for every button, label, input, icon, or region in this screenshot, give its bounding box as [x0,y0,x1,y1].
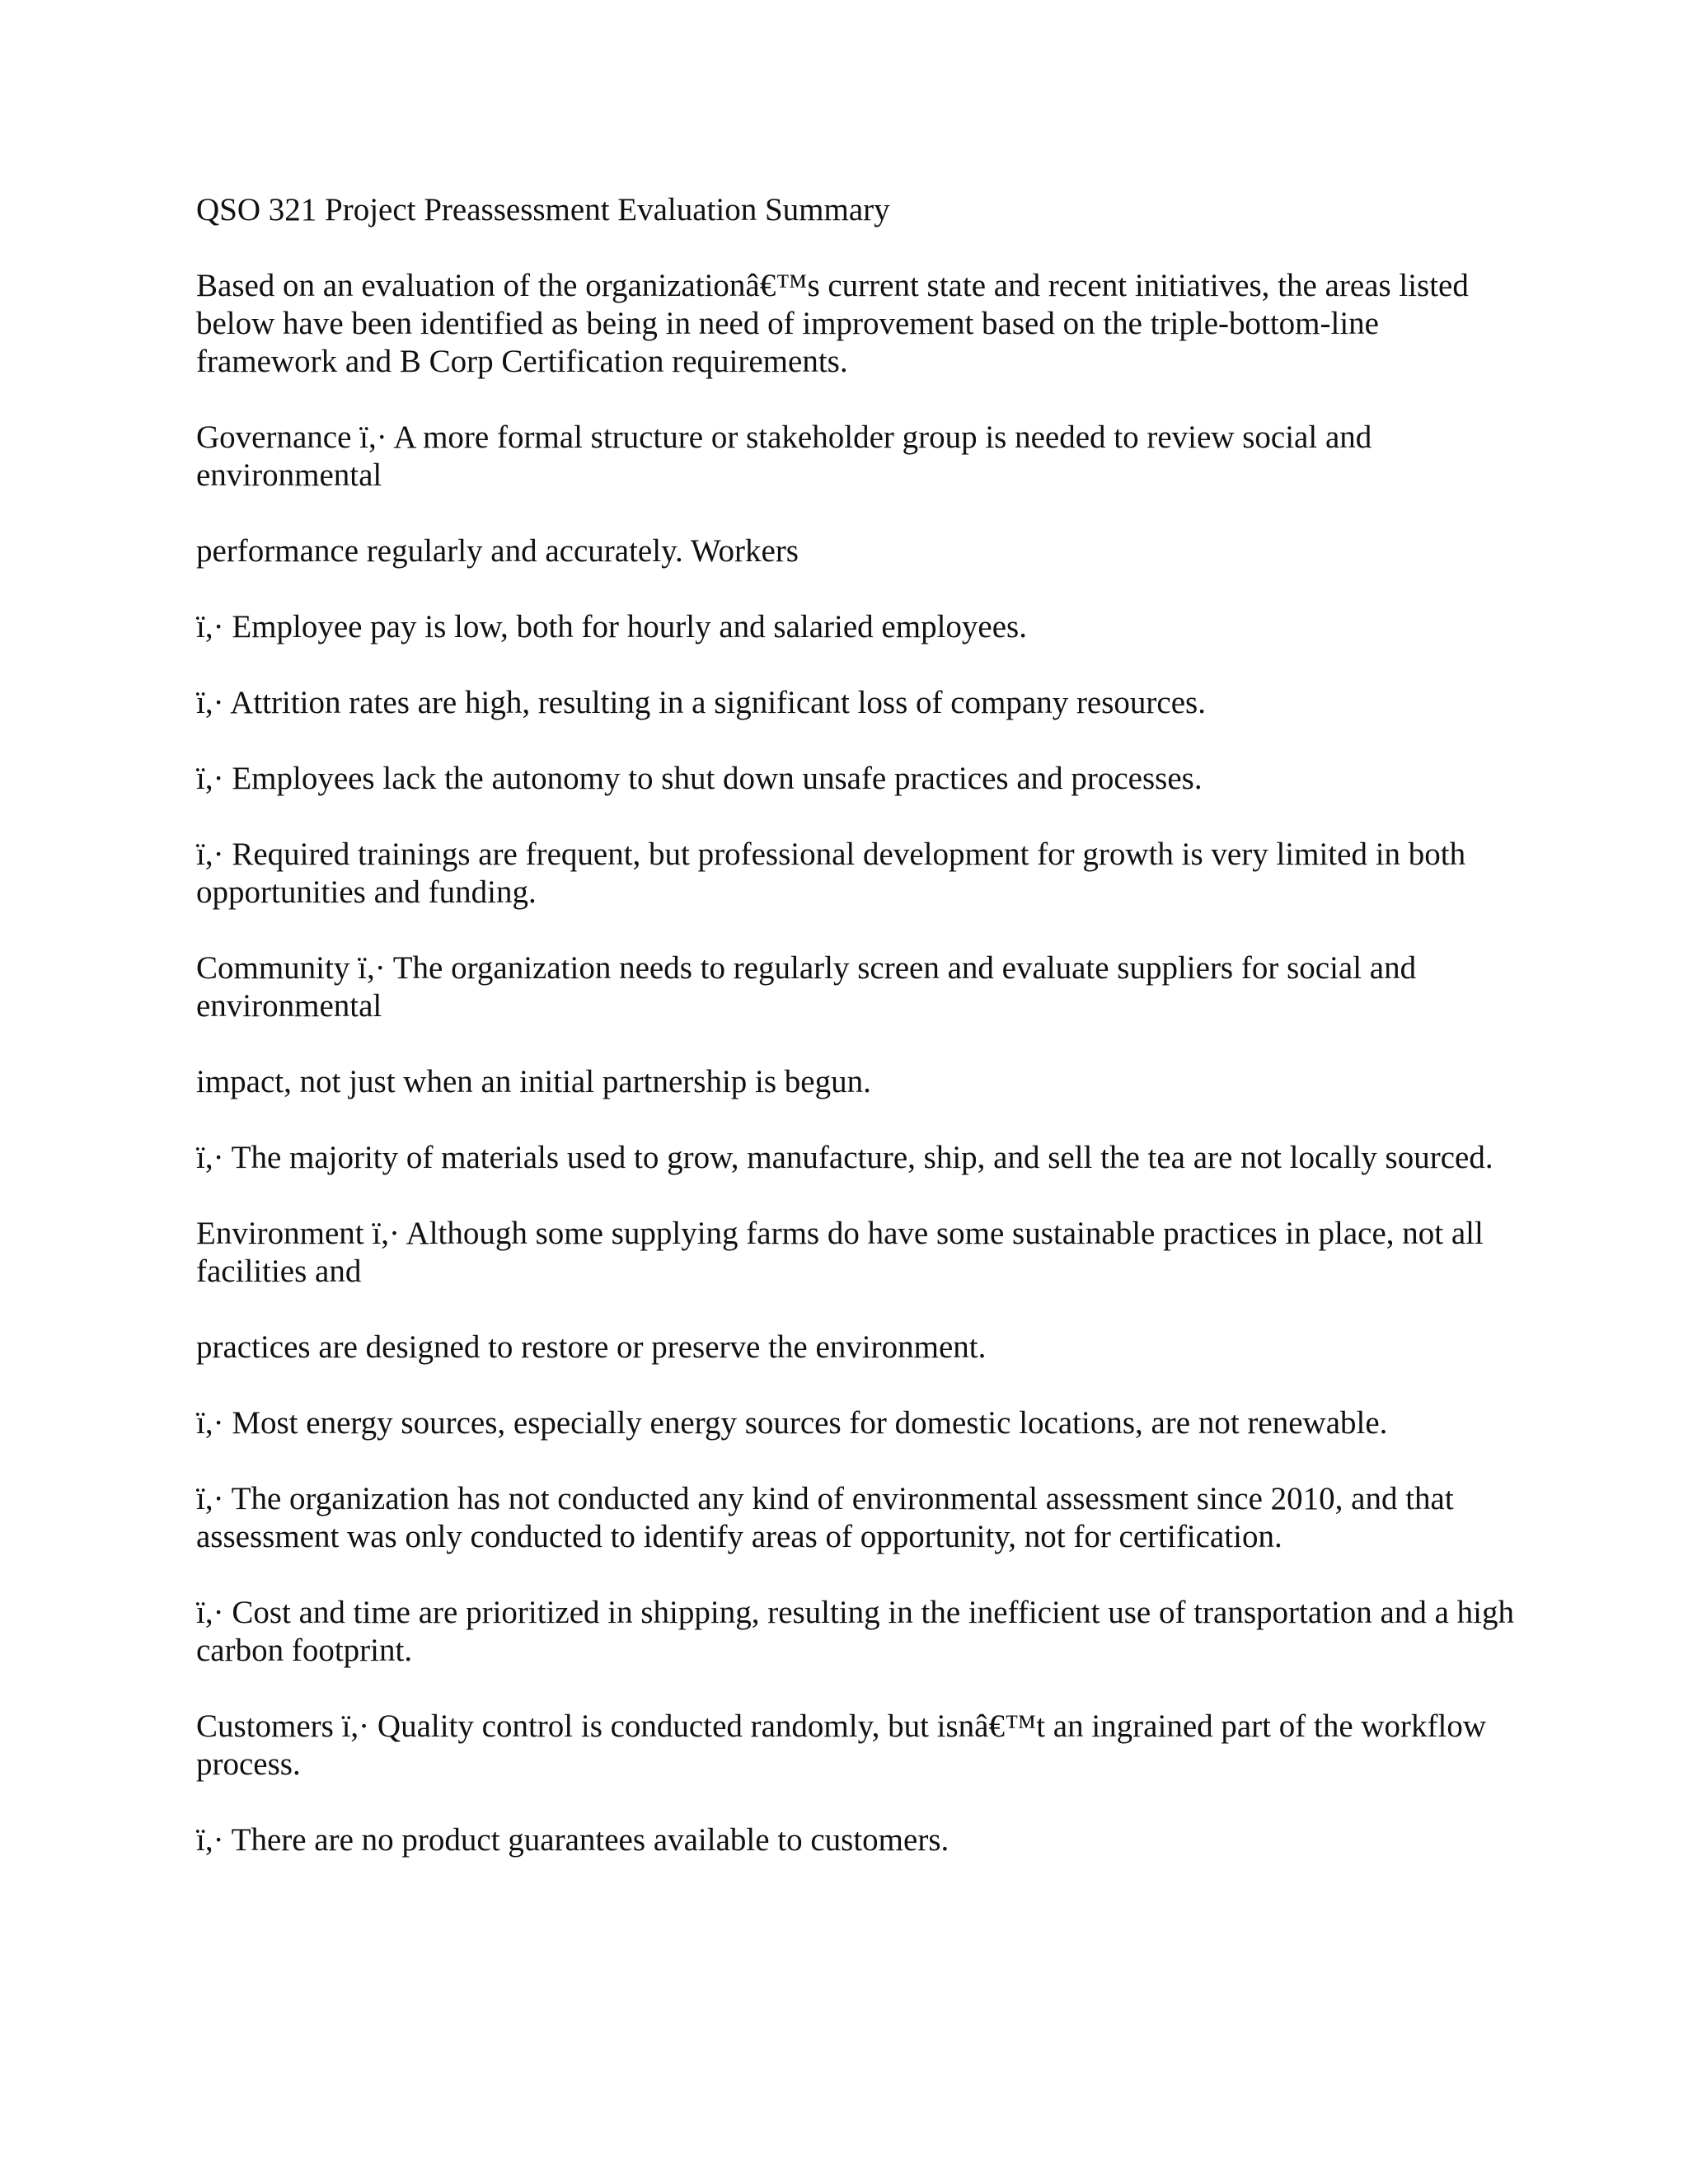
governance-continuation: performance regularly and accurately. Workers [196,533,799,569]
customers-item-guarantees: ï,· There are no product guarantees available to customers. [196,1822,950,1858]
environment-item-energy: ï,· Most energy sources, especially energy sources for domestic locations, are not renewable. [196,1405,1388,1441]
environment-item-farms: Environment ï,· Although some supplying farms do have some sustainable practices in place, not all facilities and [196,1216,1484,1289]
community-item-suppliers: Community ï,· The organization needs to regularly screen and evaluate suppliers for social and environmental [196,950,1417,1024]
governance-item: Governance ï,· A more formal structure or stakeholder group is needed to review social and environmental [196,419,1372,493]
environment-item-shipping: ï,· Cost and time are prioritized in shipping, resulting in the inefficient use of transportation and a high carbon footprint. [196,1595,1514,1668]
document-title: QSO 321 Project Preassessment Evaluation Summary [196,192,890,227]
environment-item-assessment: ï,· The organization has not conducted any kind of environmental assessment since 2010, and that assessment was only conducted to identify areas of opportunity, not for certification. [196,1481,1454,1554]
customers-item-quality: Customers ï,· Quality control is conducted randomly, but isnâ€™t an ingrained part of the workflow process. [196,1708,1487,1782]
workers-item-autonomy: ï,· Employees lack the autonomy to shut down unsafe practices and processes. [196,761,1203,796]
workers-item-attrition: ï,· Attrition rates are high, resulting in a significant loss of company resources. [196,685,1206,720]
community-continuation: impact, not just when an initial partnership is begun. [196,1064,871,1099]
document-body [196,191,1515,1897]
environment-continuation: practices are designed to restore or preserve the environment. [196,1329,987,1365]
community-item-sourcing: ï,· The majority of materials used to grow, manufacture, ship, and sell the tea are not locally sourced. [196,1140,1493,1175]
workers-item-pay: ï,· Employee pay is low, both for hourly and salaried employees. [196,609,1027,644]
workers-item-training: ï,· Required trainings are frequent, but professional development for growth is very limited in both opportunities and funding. [196,837,1466,910]
intro-paragraph: Based on an evaluation of the organizationâ€™s current state and recent initiatives, the areas listed below have been identified as being in need of improvement based on the triple-bottom-line framework and B Corp Certification requirements. [196,268,1469,379]
